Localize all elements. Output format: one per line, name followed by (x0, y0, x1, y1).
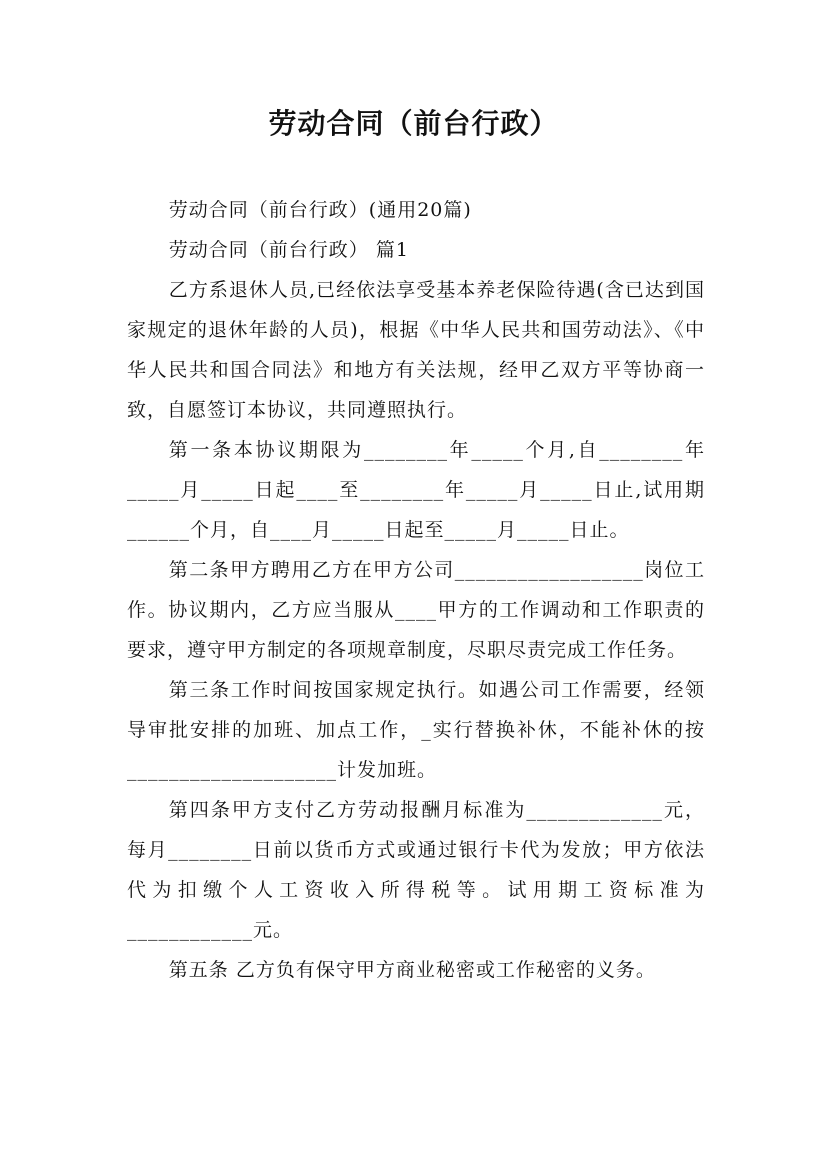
paragraph-heading: 劳动合同（前台行政）(通用20篇) (168, 199, 472, 221)
paragraph-article-1: 第一条本协议期限为________年_____个月,自________年_____月_____日起____至________年_____月_____日止,试用期______个月，自____月_____日起至_____月_____日止。 (127, 439, 705, 541)
document-title: 劳动合同（前台行政） (268, 107, 559, 140)
paragraph-article-4: 第四条甲方支付乙方劳动报酬月标准为_____________元，每月________日前以货币方式或通过银行卡代为发放；甲方依法代为扣缴个人工资收入所得税等。试用期工资标准为____________元。 (127, 799, 705, 941)
paragraph-article-2: 第二条甲方聘用乙方在甲方公司__________________岗位工作。协议期内，乙方应当服从____甲方的工作调动和工作职责的要求，遵守甲方制定的各项规章制度，尽职尽责完成工作任务。 (127, 559, 705, 661)
paragraph-intro: 乙方系退休人员,已经依法享受基本养老保险待遇(含已达到国家规定的退休年龄的人员)，根据《中华人民共和国劳动法》、《中华人民共和国合同法》和地方有关法规，经甲乙双方平等协商一致，自愿签订本协议，共同遵照执行。 (127, 279, 705, 421)
paragraph-article-5: 第五条 乙方负有保守甲方商业秘密或工作秘密的义务。 (168, 959, 656, 981)
document-body (127, 190, 705, 990)
paragraph-subheading: 劳动合同（前台行政） 篇1 (168, 239, 409, 261)
paragraph-article-3: 第三条工作时间按国家规定执行。如遇公司工作需要，经领导审批安排的加班、加点工作，_实行替换补休，不能补休的按____________________计发加班。 (127, 679, 705, 781)
